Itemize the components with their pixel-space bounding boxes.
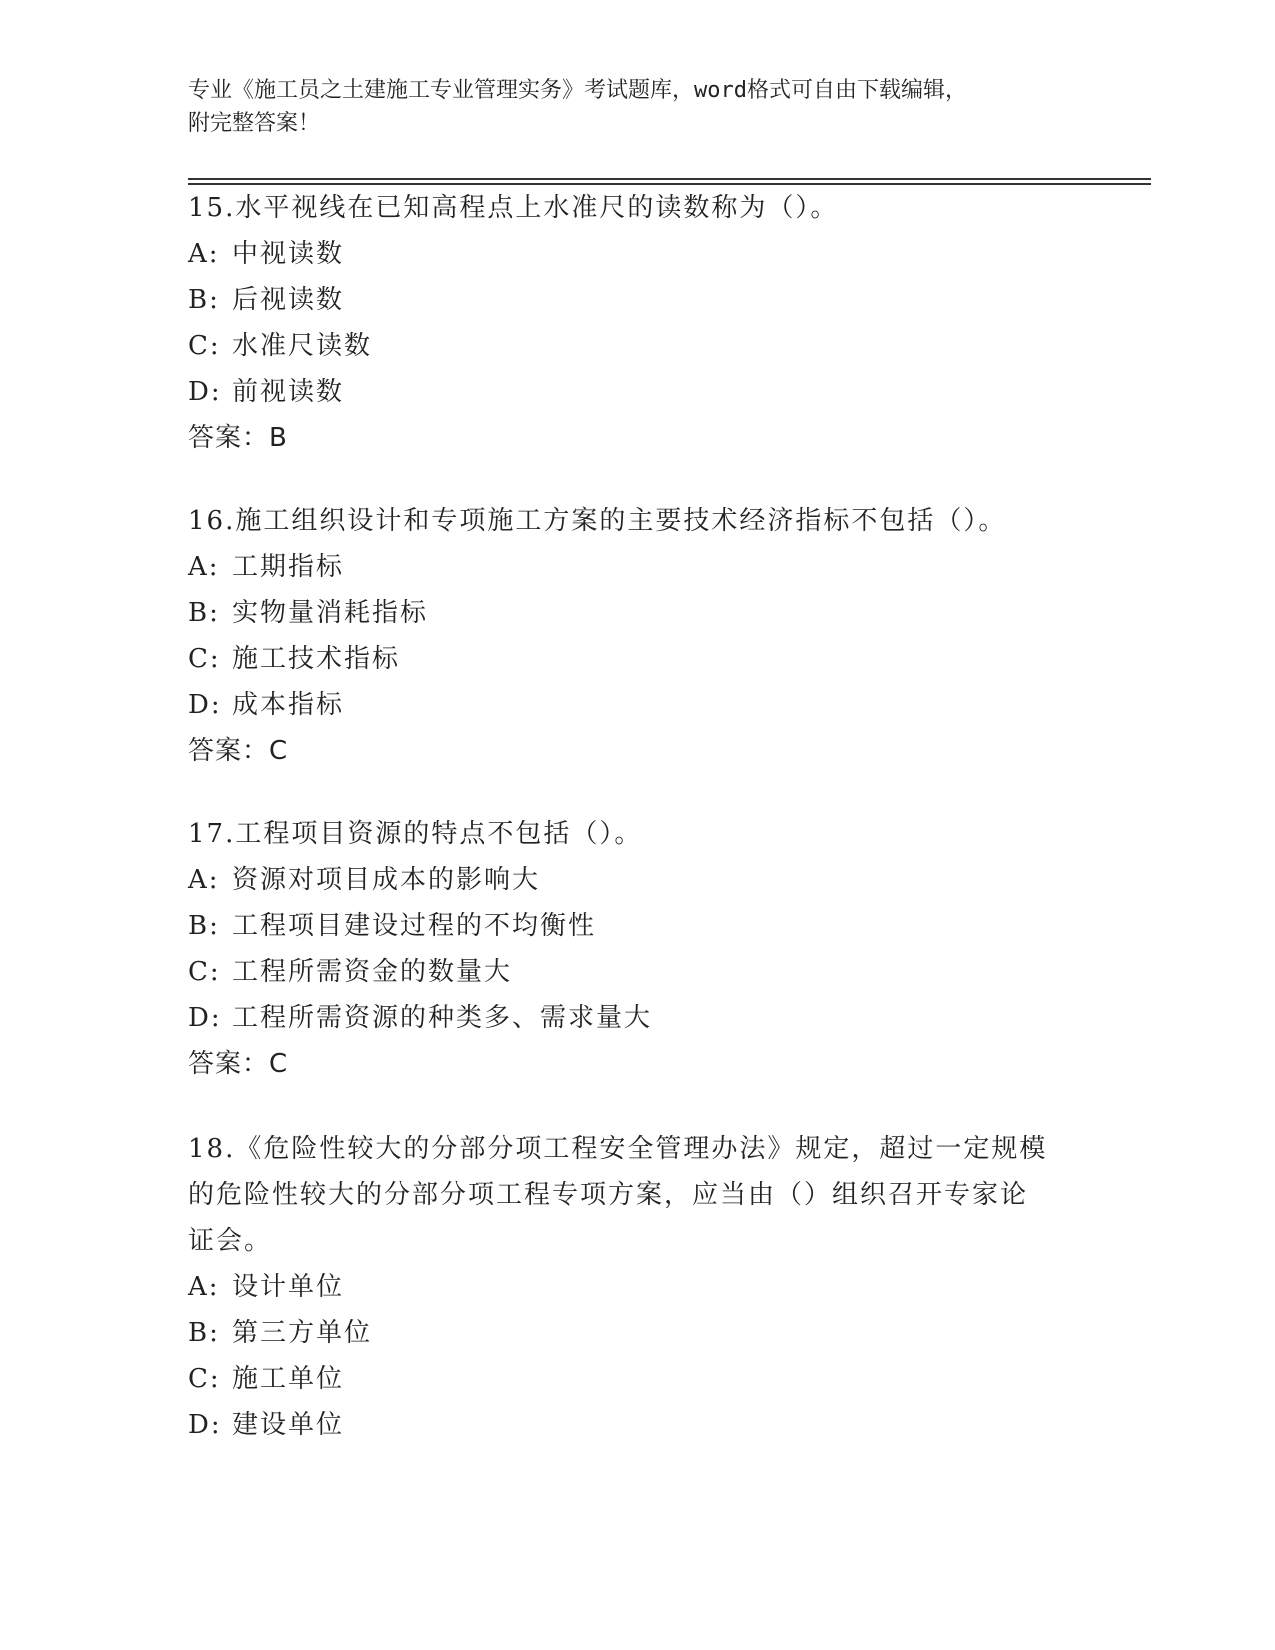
question-stem: 15.水平视线在已知高程点上水准尺的读数称为（）。	[188, 193, 839, 223]
question-stem-line-1: 18.《危险性较大的分部分项工程安全管理办法》规定，超过一定规模	[188, 1134, 1048, 1164]
option-d	[188, 1402, 1088, 1448]
question-stem-line-3: 证会。	[188, 1226, 273, 1256]
option-letter: A:	[188, 239, 220, 269]
option-letter: A:	[188, 552, 220, 582]
option-letter: B:	[188, 911, 220, 941]
option-b	[188, 903, 1088, 949]
question-stem-line-2: 的危险性较大的分部分项工程专项方案，应当由（）组织召开专家论	[188, 1180, 1029, 1210]
question-17	[188, 811, 1088, 1087]
option-letter: C:	[188, 644, 221, 674]
option-text: 设计单位	[232, 1272, 345, 1302]
option-a	[188, 544, 1088, 590]
question-stem: 16.施工组织设计和专项施工方案的主要技术经济指标不包括（）。	[188, 506, 1007, 536]
option-letter: D:	[188, 1003, 222, 1033]
option-d	[188, 995, 1088, 1041]
option-letter: B:	[188, 285, 220, 315]
option-c	[188, 323, 1088, 369]
option-letter: D:	[188, 1410, 222, 1440]
answer-text: 答案：C	[188, 736, 289, 766]
header-line-2: 附完整答案！	[188, 111, 321, 136]
option-text: 水准尺读数	[232, 331, 373, 361]
option-text: 施工单位	[232, 1364, 345, 1394]
option-letter: C:	[188, 1364, 221, 1394]
option-text: 工期指标	[232, 552, 345, 582]
header-divider-top	[188, 178, 1151, 180]
option-text: 后视读数	[232, 285, 345, 315]
option-letter: D:	[188, 377, 222, 407]
option-text: 资源对项目成本的影响大	[232, 865, 541, 895]
option-text: 实物量消耗指标	[232, 598, 429, 628]
option-letter: B:	[188, 598, 220, 628]
option-text: 前视读数	[232, 377, 345, 407]
question-18	[188, 1126, 1088, 1448]
option-text: 中视读数	[232, 239, 345, 269]
answer-text: 答案：C	[188, 1049, 289, 1079]
option-a	[188, 857, 1088, 903]
question-15	[188, 185, 1088, 461]
option-text: 施工技术指标	[232, 644, 401, 674]
option-letter: C:	[188, 957, 221, 987]
option-b	[188, 590, 1088, 636]
option-d	[188, 682, 1088, 728]
question-stem: 17.工程项目资源的特点不包括（）。	[188, 819, 643, 849]
option-letter: D:	[188, 690, 222, 720]
option-c	[188, 949, 1088, 995]
option-letter: B:	[188, 1318, 220, 1348]
option-b	[188, 1310, 1088, 1356]
option-letter: C:	[188, 331, 221, 361]
option-text: 建设单位	[232, 1410, 345, 1440]
answer-text: 答案：B	[188, 423, 288, 453]
option-a	[188, 231, 1088, 277]
option-text: 工程所需资源的种类多、需求量大	[232, 1003, 653, 1033]
option-letter: A:	[188, 865, 220, 895]
question-16	[188, 498, 1088, 774]
option-b	[188, 277, 1088, 323]
option-text: 成本指标	[232, 690, 345, 720]
option-text: 工程项目建设过程的不均衡性	[232, 911, 597, 941]
document-header	[188, 74, 1068, 140]
option-text: 工程所需资金的数量大	[232, 957, 513, 987]
option-d	[188, 369, 1088, 415]
option-text: 第三方单位	[232, 1318, 373, 1348]
option-a	[188, 1264, 1088, 1310]
option-letter: A:	[188, 1272, 220, 1302]
option-c	[188, 636, 1088, 682]
option-c	[188, 1356, 1088, 1402]
header-line-1: 专业《施工员之土建施工专业管理实务》考试题库，word格式可自由下载编辑，	[188, 78, 967, 103]
